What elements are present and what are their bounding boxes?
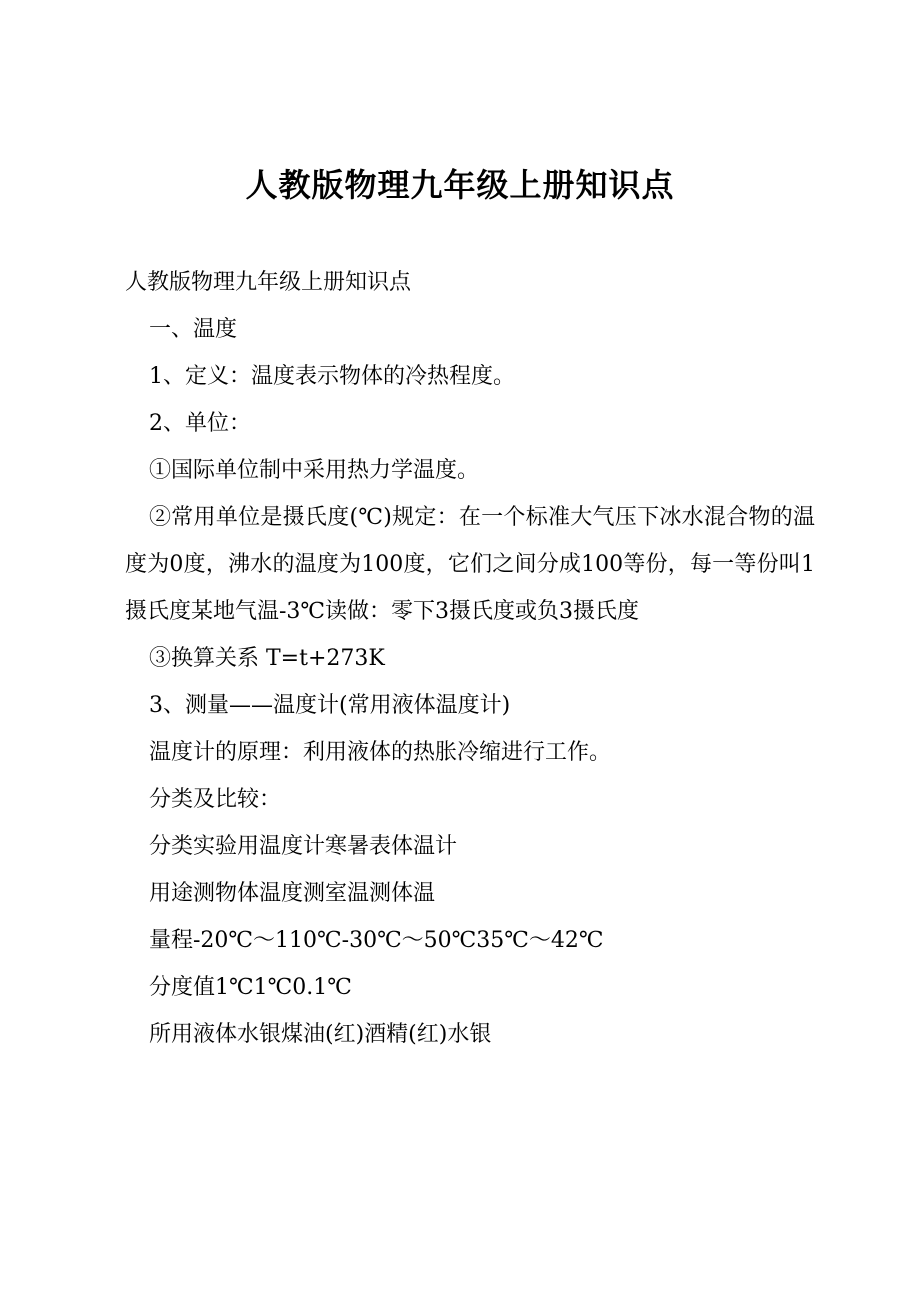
paragraph-division: 分度值1℃1℃0.1℃ xyxy=(149,975,352,1000)
paragraph-range: 量程-20℃～110℃-30℃～50℃35℃～42℃ xyxy=(149,928,604,953)
document-title: 人教版物理九年级上册知识点 xyxy=(245,166,675,204)
paragraph-heading: 人教版物理九年级上册知识点 xyxy=(125,270,412,295)
paragraph-liquid: 所用液体水银煤油(红)酒精(红)水银 xyxy=(149,1022,492,1047)
paragraph-conversion: ③换算关系 T=t+273K xyxy=(149,646,385,671)
paragraph-classification: 分类及比较： xyxy=(149,787,282,812)
paragraph-celsius-text: ②常用单位是摄氏度(℃)规定：在一个标准大气压下冰水混合物的温度为0度，沸水的温度为100度，它们之间分成100等份，每一等份叫1摄氏度某地气温-3℃读做：零下3摄氏度或负3摄氏度 xyxy=(125,505,815,624)
paragraph-measurement: 3、测量——温度计(常用液体温度计) xyxy=(149,693,511,718)
paragraph-definition: 1、定义：温度表示物体的冷热程度。 xyxy=(149,364,515,389)
paragraph-types: 分类实验用温度计寒暑表体温计 xyxy=(149,834,458,859)
paragraph-celsius-definition xyxy=(125,494,815,635)
document-body xyxy=(125,259,815,1058)
paragraph-unit: 2、单位： xyxy=(149,411,251,436)
paragraph-section-temperature: 一、温度 xyxy=(149,317,238,342)
paragraph-si-unit: ①国际单位制中采用热力学温度。 xyxy=(149,458,480,483)
paragraph-principle: 温度计的原理：利用液体的热胀冷缩进行工作。 xyxy=(149,740,612,765)
paragraph-usage: 用途测物体温度测室温测体温 xyxy=(149,881,436,906)
